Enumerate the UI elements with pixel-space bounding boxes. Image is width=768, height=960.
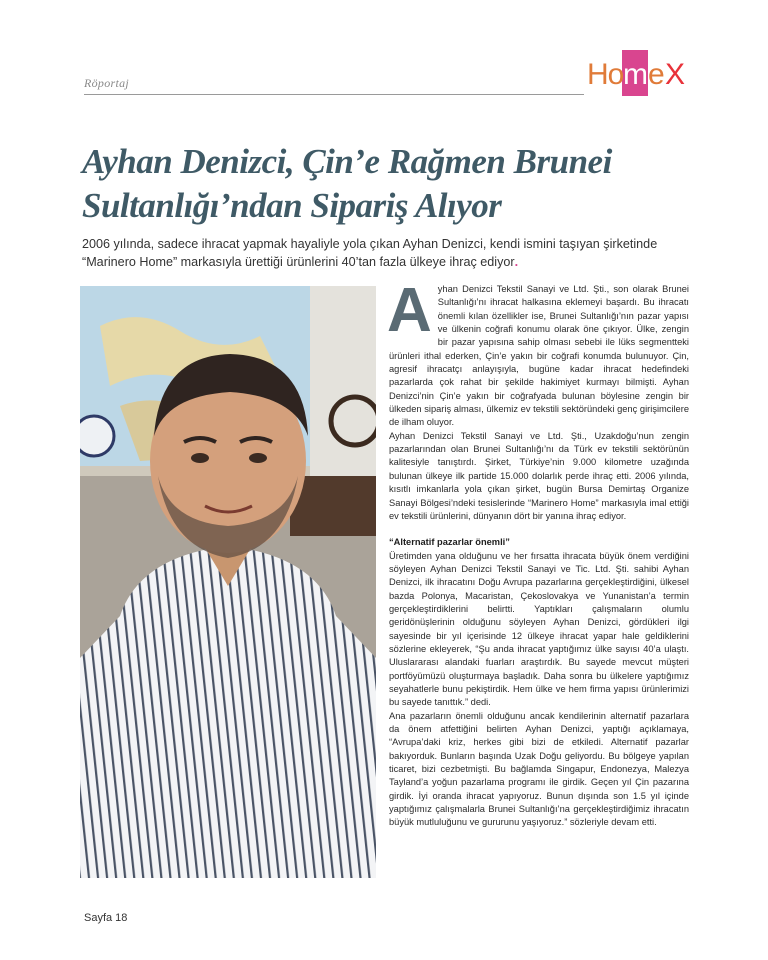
logo-part-1: Ho (587, 58, 624, 91)
logo-part-4: X (665, 58, 685, 91)
header-rule (84, 94, 584, 95)
paragraph-3: Üretimden yana olduğunu ve her fırsatta ihracata büyük önem verdiğini söyleyen Ayhan Denizci Tekstil Sanayi ve Tic. Ltd. Şti. sahibi Ayhan Denizci, ilk ihracatını Doğu Avrupa pazarlarına gerçekleştirdiğini, ülkesel bazda Polonya, Macaristan, Çekoslovakya ve Yunanistan’a termin gerçekleştirdiklerini belirtti. Yaptıkları çalışmaların olumlu geridönüşlerinin olduğunu söyleyen Ayhan Denizci, gördükleri ilgi sayesinde bir yıl içerisinde 12 ülkeye ihracat yapar hale geldiklerini sözlerine ekleyerek, “Şu anda ihracat yaptığımız ülke sayısı 40’a ulaştı. Uluslararası alandaki fuarları araştırdık. Bu sayede mevcut müşteri portföyümüzü oluşturmaya başladık. Daha sonra bu ülkelere yaptığımız seyahatlerle bunu pekiştirdik. Hem ülke ve hem firma yapısı ürünlerimizi bu sayede tanıttık.” dedi. (389, 550, 689, 708)
portrait-photo (80, 286, 376, 878)
article-lead (82, 235, 704, 271)
lead-end-mark: . (514, 255, 519, 269)
paragraph-1-text: yhan Denizci Tekstil Sanayi ve Ltd. Şti., son olarak Brunei Sultanlığı’nı ihracat halkasına eklemeyi başardı. Bu ihracatı önemli kılan özellikler ise, Brunei Sultanlığı’nın pazar yapısı ve ülkenin coğrafi konumu olarak öne çıkıyor. Ülke, zengin bir pazar yapısına sahip olması sebebi ile lüks segmentteki ürünleri ithal ederken, Çin’e yakın bir coğrafi konumda bulunuyor. Çin, agresif ihracatçı anlayışıyla, bugüne kadar ihracat hedefindeki pazarlarda çok rahat bir şekilde hakimiyet kurmayı bilmişti. Ayhan Denizci’nin Çin’e yakın bir coğrafyada bulunan böylesine zengin bir ülkeden sipariş alması, ülkemiz ev tekstili sektöründeki genç girişimcilere de ilham oluyor. (389, 284, 689, 428)
logo-part-2: m (623, 58, 647, 91)
paragraph-2: Ayhan Denizci Tekstil Sanayi ve Ltd. Şti., Uzakdoğu’nun zengin pazarlarından olan Brunei Sultanlığı’nı da Türk ev tekstili sektörünün kalitesiyle tanıştırdı. Şirket, Türkiye’nin 9.000 kilometre uzağında bulunan ülkeye ilk partide 15.000 dolarlık perde ihraç etti. 2006 yılında, kısıtlı imkanlarla yola çıkan şirket, bugün Bursa Demirtaş Organize Sanayi Bölgesi’ndeki tesislerinde “Marinero Home” markasıyla imal ettiği ev tekstili ürünlerini, dünyanın dört bir yanına ihraç ediyor. (389, 430, 689, 521)
title-line-2: Sultanlığı’ndan Sipariş Alıyor (82, 186, 502, 225)
homex-logo (585, 50, 695, 96)
article-title (82, 140, 702, 228)
lead-text: 2006 yılında, sadece ihracat yapmak hayaliyle yola çıkan Ayhan Denizci, kendi ismini taşıyan şirketinde “Marinero Home” markasıyla ürettiği ürünlerini 40’tan fazla ülkeye ihraç ediyor (82, 237, 658, 269)
portrait-illustration (80, 286, 376, 878)
paragraph-4: Ana pazarların önemli olduğunu ancak kendilerinin alternatif pazarlara da önem atfettiğini belirten Ayhan Denizci, yaptığı açıklamaya, “Avrupa’daki kriz, herkes gibi bizi de etkiledi. Alternatif pazarlar bakıyorduk. Bunların başında Uzak Doğu geliyordu. Bu bölgeye yapılan ticaret, bizi cezbetmişti. Bu bağlamda Singapur, Endonezya, Malezya Tayland’a yoğun pazarlama programı ile girdik. Geçen yıl Çin pazarına girdik. İyi oranda ihracat yapıyoruz. Bunun dışında son 1.5 yıl içinde yaptığımız çalışmalarla Brunei Sultanlığı’na gerçekleştirdiğimiz ihracatın büyük mutluluğunu ve gururunu yaşıyoruz.” sözleriyle devam etti. (389, 710, 689, 828)
article-body (387, 276, 689, 830)
title-line-1: Ayhan Denizci, Çin’e Rağmen Brunei (82, 142, 612, 181)
subheading: “Alternatif pazarlar önemli” (389, 537, 510, 548)
paragraph-1 (387, 276, 689, 430)
drop-cap: A (387, 276, 432, 345)
section-label: Röportaj (84, 76, 130, 90)
page-number: Sayfa 18 (84, 912, 128, 924)
logo-part-3: e (648, 58, 664, 91)
